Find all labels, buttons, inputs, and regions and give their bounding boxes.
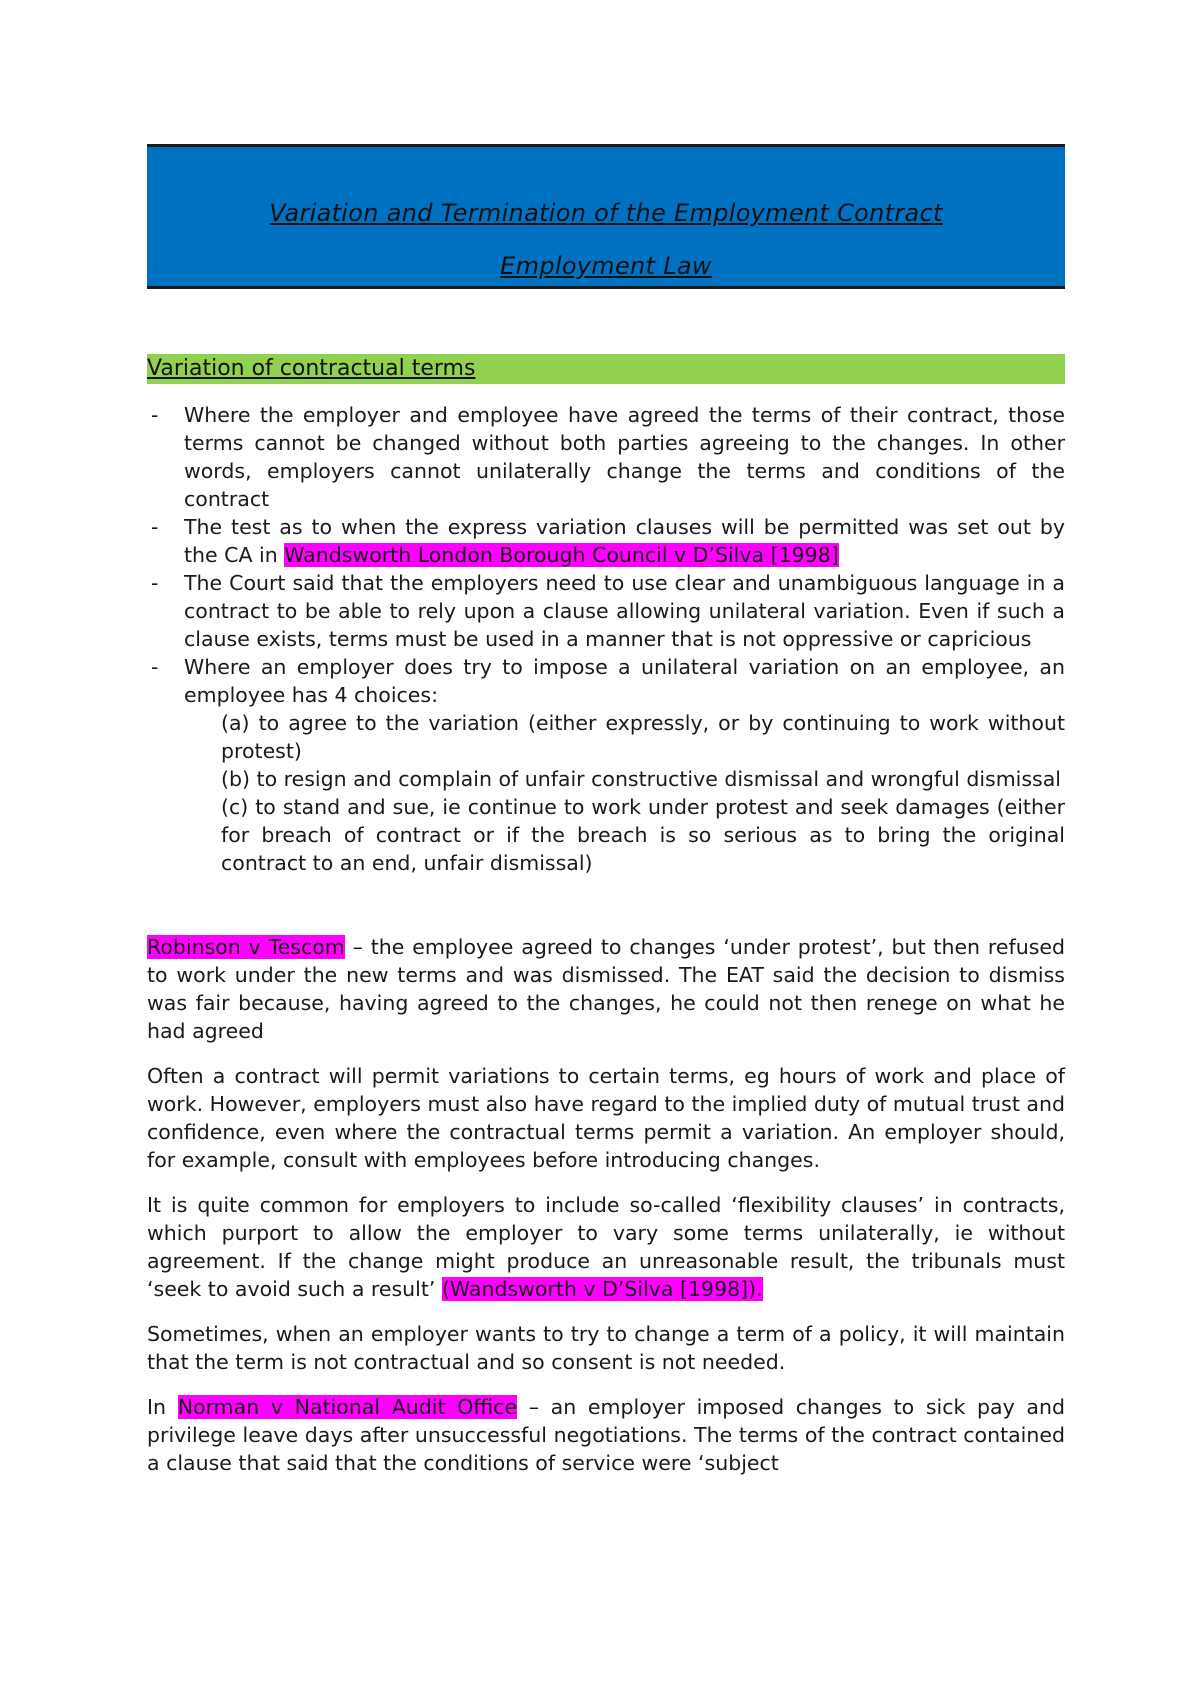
paragraph-variations: Often a contract will permit variations to certain terms, eg hours of work and place of work. However, employers must also have regard to the implied duty of mutual trust and confidence, even where the contractual terms permit a variation. An employer should, for example, consult with employees before introducing changes.: [147, 1064, 1065, 1172]
bullet-list: [147, 401, 1065, 877]
choice-item: (b) to resign and complain of unfair constructive dismissal and wrongful dismissal: [221, 767, 1061, 791]
document-subtitle: Employment Law: [500, 252, 712, 280]
choice-item: (a) to agree to the variation (either expressly, or by continuing to work without protest): [221, 711, 1065, 763]
case-citation: Norman v National Audit Office: [177, 1395, 518, 1419]
document-title: Variation and Termination of the Employment Contract: [269, 199, 943, 227]
bullet-item: - The Court said that the employers need to use clear and unambiguous language in a contract to be able to rely upon a clause allowing unilateral variation. Even if such a clause exists, terms must be used in a manner that is not oppressive or capricious: [151, 571, 1065, 651]
bullet-item: - Where the employer and employee have agreed the terms of their contract, those terms cannot be changed without both parties agreeing to the changes. In other words, employers cannot unilaterally change the terms and conditions of the contract: [151, 403, 1065, 511]
paragraph-policy: Sometimes, when an employer wants to try to change a term of a policy, it will maintain that the term is not contractual and so consent is not needed.: [147, 1322, 1065, 1374]
case-citation: Wandsworth London Borough Council v D’Silva [1998]: [284, 543, 839, 567]
case-citation: Robinson v Tescom: [147, 935, 345, 959]
choice-item: (c) to stand and sue, ie continue to work under protest and seek damages (either for breach of contract or if the breach is so serious as to bring the original contract to an end, unfair dismissal): [221, 795, 1065, 875]
title-banner: [147, 144, 1065, 289]
paragraph-robinson: Robinson v Tescom – the employee agreed to changes ‘under protest’, but then refused to work under the new terms and was dismissed. The EAT said the decision to dismiss was fair because, having agreed to the changes, he could not then renege on what he had agreed: [147, 935, 1066, 1043]
case-citation: (Wandsworth v D’Silva [1998]).: [441, 1277, 763, 1301]
bullet-item: - The test as to when the express variation clauses will be permitted was set out by the CA in Wandsworth London Borough Council v D’Silva [1998]: [151, 515, 1065, 567]
paragraph-flexibility: It is quite common for employers to include so-called ‘flexibility clauses’ in contracts, which purport to allow the employer to vary some terms unilaterally, ie without agreement. If the change might produce an unreasonable result, the tribunals must ‘seek to avoid such a result’ (Wandsworth v D’Silva [1998]).: [147, 1193, 1065, 1301]
paragraph-norman: In Norman v National Audit Office – an employer imposed changes to sick pay and privilege leave days after unsuccessful negotiations. The terms of the contract contained a clause that said that the conditions of service were ‘subject: [147, 1395, 1065, 1475]
document-body: [147, 401, 1065, 1477]
section-heading: Variation of contractual terms: [147, 354, 1065, 384]
bullet-item: - Where an employer does try to impose a unilateral variation on an employee, an employee has 4 choices: (a) to agree to the variation (either expressly, or by continuing to work without protest) (b) to resign and complain of unfair constructive dismissal and wrongful dismissal (c) to stand and sue, ie continue to work under protest and seek damages (either for breach of contract or if the breach is so serious as to bring the original contract to an end, unfair dismissal): [151, 655, 1065, 875]
